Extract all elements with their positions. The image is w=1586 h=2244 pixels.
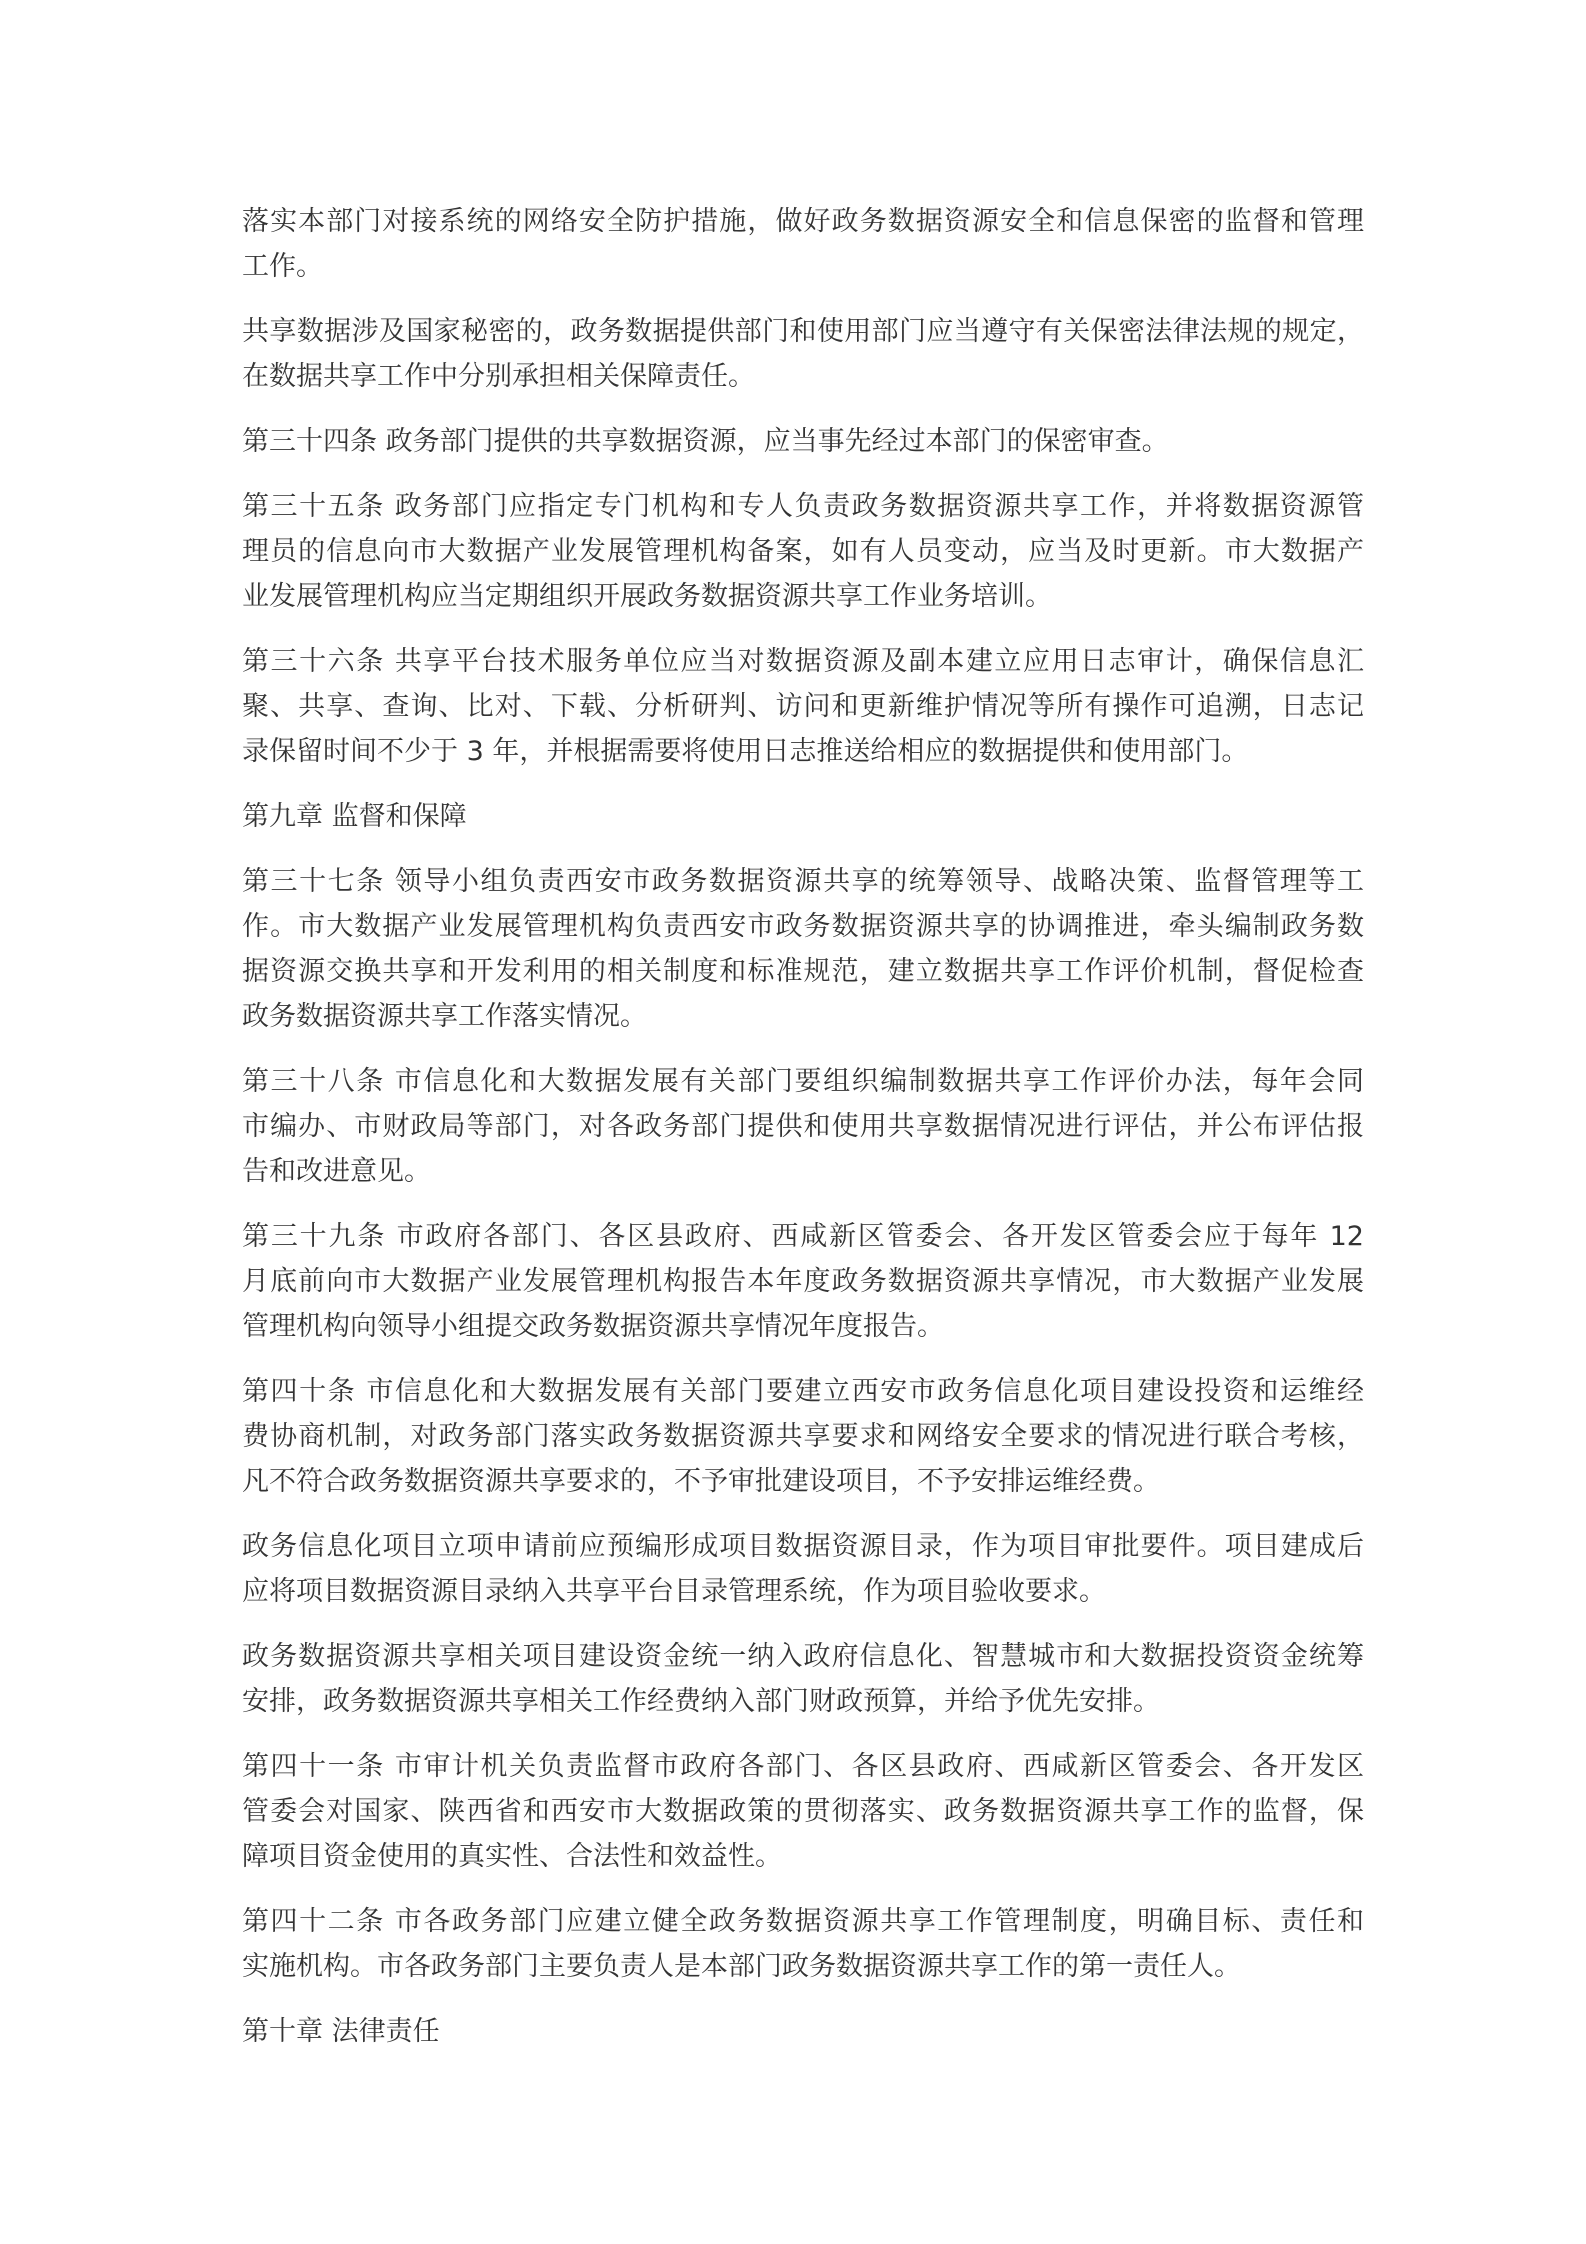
paragraph [242, 1524, 1364, 1614]
text-line: 第三十八条 市信息化和大数据发展有关部门要组织编制数据共享工作评价办法，每年会同 [242, 1066, 1364, 1097]
text-line: 第三十六条 共享平台技术服务单位应当对数据资源及副本建立应用日志审计，确保信息汇 [242, 646, 1364, 677]
paragraph [242, 309, 1364, 399]
paragraph [242, 419, 1364, 464]
text-line: 第九章 监督和保障 [242, 801, 467, 832]
text-line: 安排，政务数据资源共享相关工作经费纳入部门财政预算，并给予优先安排。 [242, 1686, 1160, 1717]
paragraph [242, 1059, 1364, 1194]
text-line: 第三十四条 政务部门提供的共享数据资源，应当事先经过本部门的保密审查。 [242, 426, 1169, 457]
text-line: 障项目资金使用的真实性、合法性和效益性。 [242, 1841, 782, 1872]
text-line: 据资源交换共享和开发利用的相关制度和标准规范，建立数据共享工作评价机制，督促检查 [242, 956, 1364, 987]
text-line: 理员的信息向市大数据产业发展管理机构备案，如有人员变动，应当及时更新。市大数据产 [242, 536, 1364, 567]
text-line: 凡不符合政务数据资源共享要求的，不予审批建设项目，不予安排运维经费。 [242, 1466, 1160, 1497]
paragraph [242, 1214, 1364, 1349]
paragraph [242, 2009, 1364, 2054]
text-line: 告和改进意见。 [242, 1156, 431, 1187]
paragraph [242, 639, 1364, 774]
text-line: 月底前向市大数据产业发展管理机构报告本年度政务数据资源共享情况，市大数据产业发展 [242, 1266, 1364, 1297]
paragraph [242, 1369, 1364, 1504]
paragraph [242, 1634, 1364, 1724]
text-line: 政务数据资源共享相关项目建设资金统一纳入政府信息化、智慧城市和大数据投资资金统筹 [242, 1641, 1364, 1672]
text-line: 应将项目数据资源目录纳入共享平台目录管理系统，作为项目验收要求。 [242, 1576, 1106, 1607]
text-line: 第四十二条 市各政务部门应建立健全政务数据资源共享工作管理制度，明确目标、责任和 [242, 1906, 1364, 1937]
text-line: 第三十九条 市政府各部门、各区县政府、西咸新区管委会、各开发区管委会应于每年 12 [242, 1221, 1364, 1252]
paragraph [242, 1744, 1364, 1879]
text-line: 管委会对国家、陕西省和西安市大数据政策的贯彻落实、政务数据资源共享工作的监督，保 [242, 1796, 1364, 1827]
paragraph [242, 859, 1364, 1039]
paragraph [242, 1899, 1364, 1989]
text-line: 聚、共享、查询、比对、下载、分析研判、访问和更新维护情况等所有操作可追溯，日志记 [242, 691, 1364, 722]
text-line: 落实本部门对接系统的网络安全防护措施，做好政务数据资源安全和信息保密的监督和管理 [242, 206, 1364, 237]
text-line: 业发展管理机构应当定期组织开展政务数据资源共享工作业务培训。 [242, 581, 1052, 612]
text-line: 工作。 [242, 251, 323, 282]
text-line: 第三十五条 政务部门应指定专门机构和专人负责政务数据资源共享工作，并将数据资源管 [242, 491, 1364, 522]
paragraph [242, 199, 1364, 289]
text-line: 费协商机制，对政务部门落实政务数据资源共享要求和网络安全要求的情况进行联合考核， [242, 1421, 1364, 1452]
paragraph [242, 484, 1364, 619]
paragraph [242, 794, 1364, 839]
text-line: 政务信息化项目立项申请前应预编形成项目数据资源目录，作为项目审批要件。项目建成后 [242, 1531, 1364, 1562]
text-line: 在数据共享工作中分别承担相关保障责任。 [242, 361, 755, 392]
text-line: 政务数据资源共享工作落实情况。 [242, 1001, 647, 1032]
text-line: 市编办、市财政局等部门，对各政务部门提供和使用共享数据情况进行评估，并公布评估报 [242, 1111, 1364, 1142]
text-line: 作。市大数据产业发展管理机构负责西安市政务数据资源共享的协调推进，牵头编制政务数 [242, 911, 1364, 942]
text-line: 共享数据涉及国家秘密的，政务数据提供部门和使用部门应当遵守有关保密法律法规的规定， [242, 316, 1364, 347]
document-page [242, 199, 1364, 2074]
text-line: 管理机构向领导小组提交政务数据资源共享情况年度报告。 [242, 1311, 944, 1342]
text-line: 第十章 法律责任 [242, 2016, 440, 2047]
text-line: 第四十一条 市审计机关负责监督市政府各部门、各区县政府、西咸新区管委会、各开发区 [242, 1751, 1364, 1782]
text-line: 录保留时间不少于 3 年，并根据需要将使用日志推送给相应的数据提供和使用部门。 [242, 736, 1249, 767]
text-line: 第三十七条 领导小组负责西安市政务数据资源共享的统筹领导、战略决策、监督管理等工 [242, 866, 1364, 897]
text-line: 第四十条 市信息化和大数据发展有关部门要建立西安市政务信息化项目建设投资和运维经 [242, 1376, 1364, 1407]
text-line: 实施机构。市各政务部门主要负责人是本部门政务数据资源共享工作的第一责任人。 [242, 1951, 1241, 1982]
